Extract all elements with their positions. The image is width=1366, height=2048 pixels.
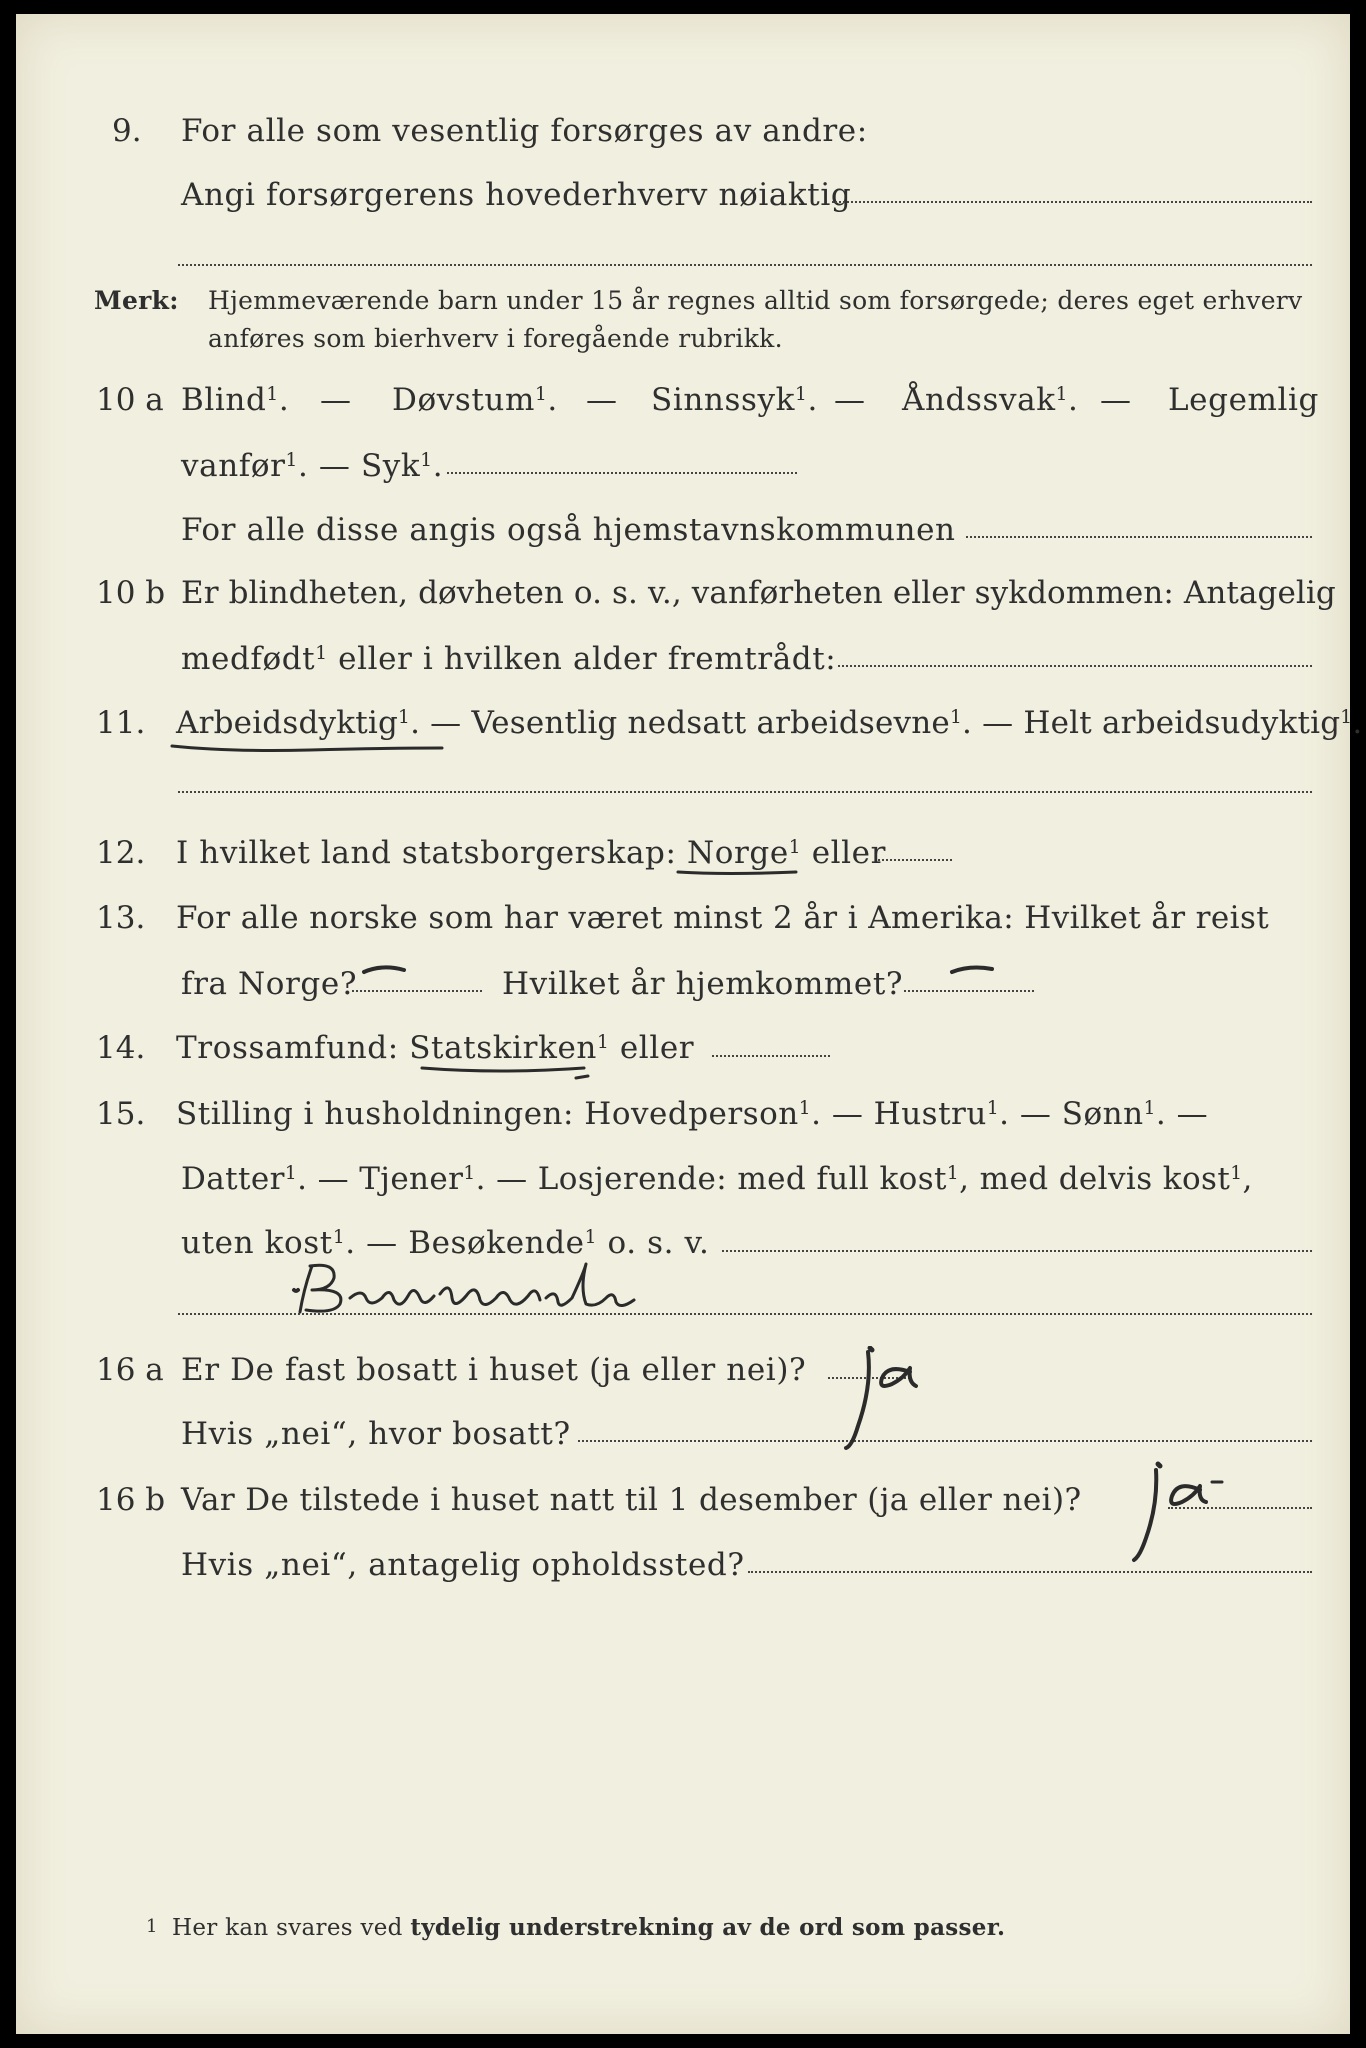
q10a-line3: For alle disse angis også hjemstavnskommunen bbox=[181, 512, 956, 548]
q10a-option-blind: Blind$^1$. bbox=[181, 382, 290, 418]
q13-handwritten-dash-b bbox=[948, 960, 998, 980]
q14-option-statskirken: Statskirken bbox=[409, 1030, 597, 1066]
q10b-number: 10 b bbox=[96, 575, 166, 611]
merk-line2: anføres som bierhverv i foregående rubrikk. bbox=[208, 324, 783, 353]
q15-line3: uten kost$^1$. — Besøkende$^1$ o. s. v. bbox=[181, 1225, 710, 1261]
q10a-dash-2: — bbox=[586, 382, 618, 418]
q11-options: Arbeidsdyktig$^1$. — Vesentlig nedsatt arbeidsevne$^1$. — Helt arbeidsudyktig$^1$. bbox=[176, 705, 1363, 741]
q15-handwritten-answer bbox=[290, 1258, 680, 1318]
q10a-answer-line bbox=[447, 472, 797, 474]
q12-option-norge: Norge bbox=[686, 835, 789, 871]
q10a-option-legemlig: Legemlig bbox=[1168, 382, 1319, 418]
q9-number: 9. bbox=[112, 113, 142, 149]
q13-line1: For alle norske som har været minst 2 år i Amerika: Hvilket år reist bbox=[176, 900, 1270, 936]
q10a-dash-3: — bbox=[834, 382, 866, 418]
q9-answer-line-2 bbox=[178, 264, 1312, 266]
q16a-location-line bbox=[578, 1440, 1312, 1442]
q12-number: 12. bbox=[96, 835, 146, 871]
census-form-page bbox=[16, 14, 1350, 2034]
q9-answer-line bbox=[832, 201, 1312, 203]
merk-line1: Hjemmeværende barn under 15 år regnes alltid som forsørgede; deres eget erhverv bbox=[208, 286, 1303, 315]
q11-option-arbeidsdyktig: Arbeidsdyktig bbox=[176, 705, 399, 741]
q12-answer-line bbox=[878, 859, 952, 861]
q14-underline-mark bbox=[420, 1060, 600, 1082]
footnote-marker: 1 bbox=[146, 1916, 158, 1937]
q10b-answer-line bbox=[838, 665, 1312, 667]
q12-underline-mark bbox=[676, 866, 806, 880]
q11-answer-line bbox=[178, 791, 1312, 793]
q9-line2: Angi forsørgerens hovederhverv nøiaktig bbox=[181, 177, 852, 213]
footnote-text: Her kan svares ved tydelig understrekning av de ord som passer. bbox=[172, 1914, 1006, 1941]
q16a-number: 16 a bbox=[96, 1352, 164, 1388]
q13-answer-line-a bbox=[352, 990, 482, 992]
q16a-handwritten-answer bbox=[828, 1346, 938, 1456]
q16b-line1: Var De tilstede i huset natt til 1 desember (ja eller nei)? bbox=[181, 1482, 1082, 1518]
q10a-dash-1: — bbox=[320, 382, 352, 418]
q14-text: Trossamfund: Statskirken$^1$ eller bbox=[176, 1030, 695, 1066]
q13-number: 13. bbox=[96, 900, 146, 936]
q13-answer-line-b bbox=[904, 990, 1034, 992]
q16b-line2: Hvis „nei“, antagelig opholdssted? bbox=[181, 1547, 745, 1583]
q13-line2b: Hvilket år hjemkommet? bbox=[502, 966, 904, 1002]
q10a-option-andssvak: Åndssvak$^1$. bbox=[902, 382, 1079, 418]
q10a-option-vanfor: vanfør$^1$. — Syk$^1$. bbox=[181, 448, 444, 484]
q15-line1: Stilling i husholdningen: Hovedperson$^1$. — Hustru$^1$. — Sønn$^1$. — bbox=[176, 1096, 1209, 1132]
q13-handwritten-dash-a bbox=[360, 960, 410, 980]
q15-number: 15. bbox=[96, 1096, 146, 1132]
q10a-number: 10 a bbox=[96, 382, 164, 418]
q14-answer-line bbox=[712, 1055, 830, 1057]
q16b-number: 16 b bbox=[96, 1482, 166, 1518]
q10b-line1: Er blindheten, døvheten o. s. v., vanførheten eller sykdommen: Antagelig bbox=[181, 575, 1336, 611]
q15-answer-line bbox=[722, 1250, 1312, 1252]
q16b-handwritten-answer bbox=[1104, 1460, 1244, 1570]
q10a-hometown-line bbox=[966, 536, 1312, 538]
q10a-option-sinnssyk: Sinnssyk$^1$. bbox=[651, 382, 818, 418]
q10a-option-dovstum: Døvstum$^1$. bbox=[392, 382, 558, 418]
q11-underline-mark bbox=[170, 738, 450, 758]
q10b-line2: medfødt$^1$ eller i hvilken alder fremtrådt: bbox=[181, 641, 837, 677]
q12-text: I hvilket land statsborgerskap: Norge$^1$ eller bbox=[176, 835, 887, 871]
q14-number: 14. bbox=[96, 1030, 146, 1066]
q11-number: 11. bbox=[96, 705, 146, 741]
merk-label: Merk: bbox=[94, 286, 179, 315]
q15-line2: Datter$^1$. — Tjener$^1$. — Losjerende: med full kost$^1$, med delvis kost$^1$, bbox=[181, 1161, 1253, 1197]
q16a-line1: Er De fast bosatt i huset (ja eller nei)? bbox=[181, 1352, 807, 1388]
q16a-line2: Hvis „nei“, hvor bosatt? bbox=[181, 1416, 571, 1452]
q13-line2a: fra Norge? bbox=[181, 966, 358, 1002]
q9-line1: For alle som vesentlig forsørges av andre: bbox=[181, 113, 868, 149]
q16b-location-line bbox=[748, 1571, 1312, 1573]
q10a-dash-4: — bbox=[1100, 382, 1132, 418]
